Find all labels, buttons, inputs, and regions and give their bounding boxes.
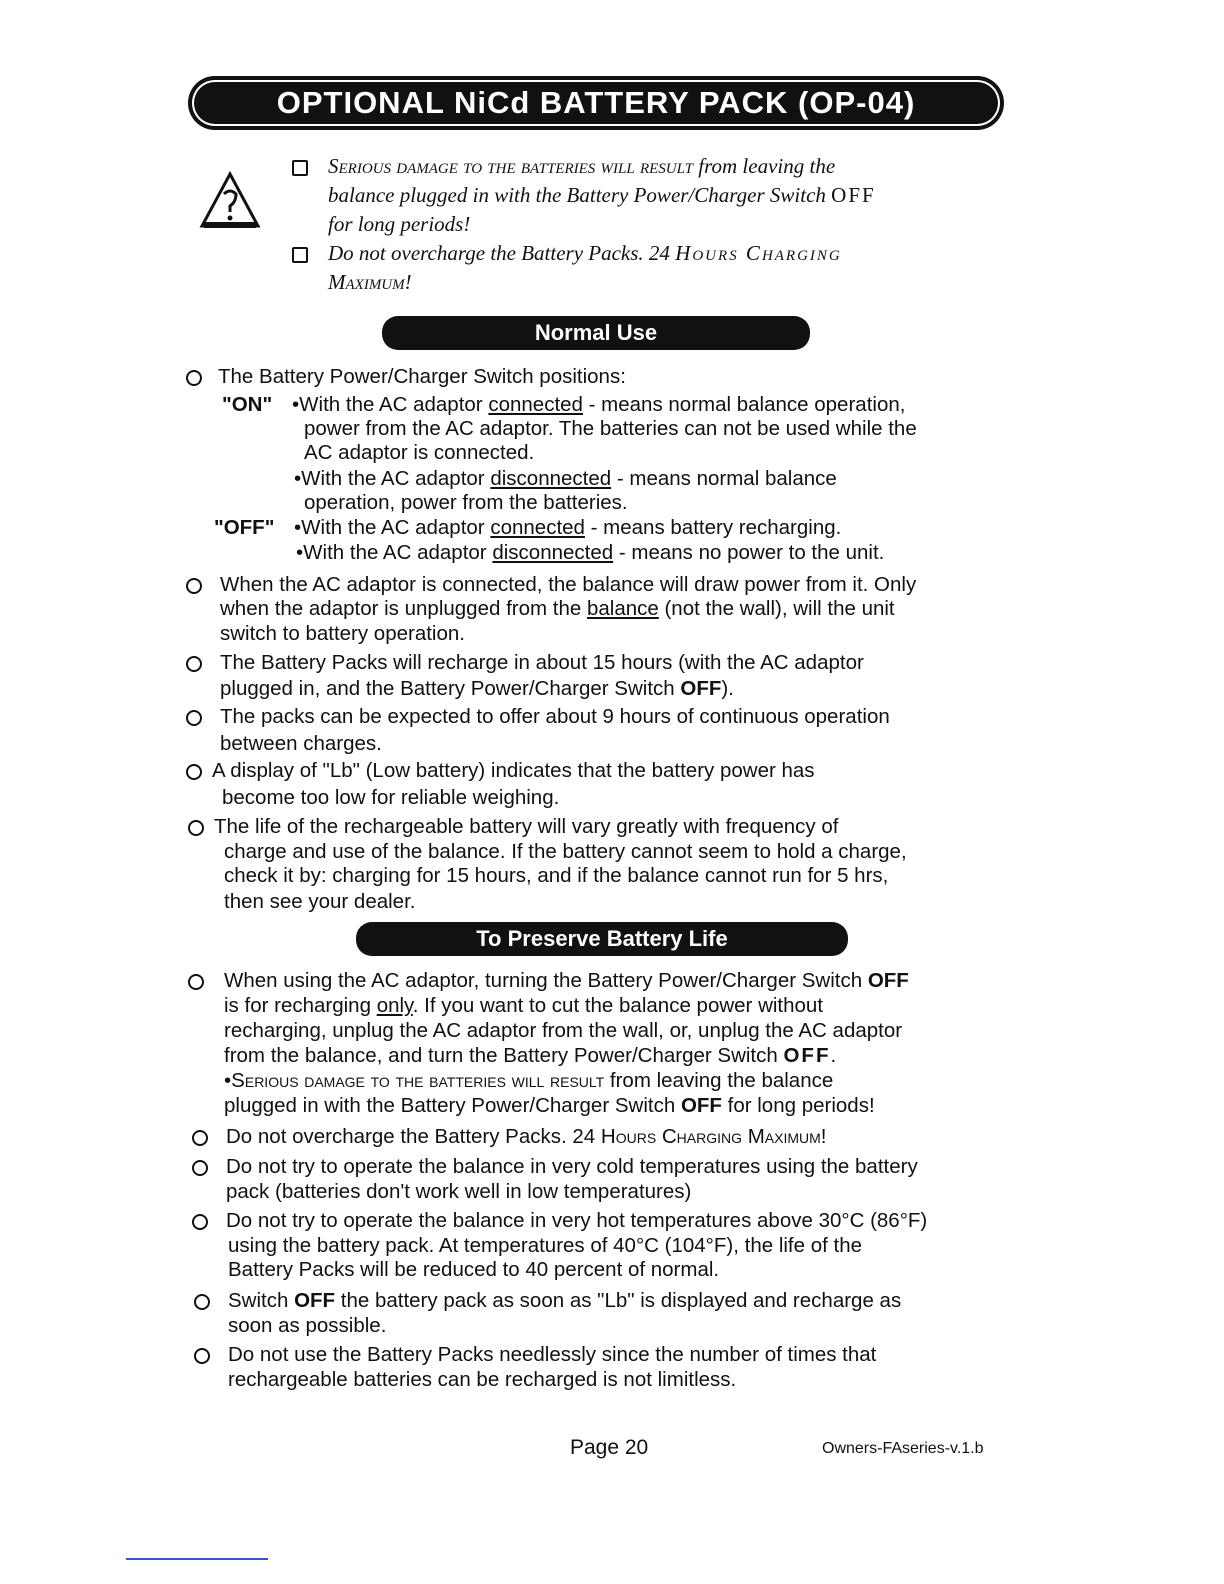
list-item: The life of the rechargeable battery will vary greatly with frequency of <box>214 815 839 838</box>
text: Switch <box>228 1289 295 1312</box>
text: rechargeable batteries can be recharged is not limitless. <box>228 1368 737 1391</box>
checkbox-icon <box>292 160 308 176</box>
text: then see your dealer. <box>224 890 416 913</box>
off-label: "OFF" <box>214 516 275 539</box>
text: between charges. <box>220 732 382 755</box>
list-item: A display of "Lb" (Low battery) indicates that the battery power has <box>212 759 815 782</box>
text: (not the wall), will the unit <box>658 597 895 620</box>
text: switch to battery operation. <box>220 622 465 645</box>
bottom-divider <box>126 1558 268 1560</box>
text: only <box>376 994 413 1017</box>
text: recharging, unplug the AC adaptor from the wall, or, unplug the AC adaptor <box>224 1019 903 1042</box>
text: When using the AC adaptor, turning the Battery Power/Charger Switch <box>224 969 868 992</box>
text: •Serious damage to the batteries will result <box>224 1069 605 1092</box>
bullet-circle-icon <box>188 974 204 990</box>
text: disconnected <box>490 467 612 490</box>
text: . If you want to cut the balance power without <box>412 994 824 1017</box>
text: check it by: charging for 15 hours, and if the balance cannot run for 5 hrs, <box>224 864 889 887</box>
bullet-circle-icon <box>192 1130 208 1146</box>
text: disconnected <box>492 541 614 564</box>
warning-item <box>288 239 1018 297</box>
bullet-circle-icon <box>192 1214 208 1230</box>
warning-off: OFF <box>831 183 876 207</box>
text: operation, power from the batteries. <box>304 491 628 514</box>
text: •With the AC adaptor <box>294 467 491 490</box>
text: power from the AC adaptor. The batteries can not be used while the <box>304 417 917 440</box>
warning-text: balance plugged in with the Battery Power/Charger Switch <box>328 183 832 207</box>
bullet-circle-icon <box>188 820 204 836</box>
bullet-circle-icon <box>186 710 202 726</box>
warning-text: from leaving the <box>693 154 836 178</box>
warning-text: for long periods! <box>328 212 471 236</box>
text: OFF <box>680 1094 722 1117</box>
text: - means battery recharging. <box>584 516 842 539</box>
text: - means no power to the unit. <box>613 541 885 564</box>
text: pack (batteries don't work well in low temperatures) <box>226 1180 692 1203</box>
bullet-circle-icon <box>194 1348 210 1364</box>
text: AC adaptor is connected. <box>304 441 535 464</box>
text: plugged in, and the Battery Power/Charger Switch <box>220 677 681 700</box>
list-item: When the AC adaptor is connected, the balance will draw power from it. Only <box>220 573 917 596</box>
text: Hours Charging Maximum <box>600 1125 821 1148</box>
warning-list <box>288 152 1018 297</box>
text: using the battery pack. At temperatures of 40°C (104°F), the life of the <box>228 1234 863 1257</box>
text: Do not overcharge the Battery Packs. 24 <box>226 1125 601 1148</box>
bullet-circle-icon <box>194 1294 210 1310</box>
text: - means normal balance <box>611 467 837 490</box>
text: ! <box>820 1125 827 1148</box>
text: from leaving the balance <box>604 1069 834 1092</box>
list-item: The Battery Power/Charger Switch positions: <box>218 365 626 388</box>
text: is for recharging <box>224 994 377 1017</box>
bullet-circle-icon <box>192 1160 208 1176</box>
text: •With the AC adaptor <box>294 516 491 539</box>
list-item: The packs can be expected to offer about 9 hours of continuous operation <box>220 705 890 728</box>
text: - means normal balance operation, <box>582 393 906 416</box>
list-item: The Battery Packs will recharge in about 15 hours (with the AC adaptor <box>220 651 864 674</box>
text: •With the AC adaptor <box>292 393 489 416</box>
text: •With the AC adaptor <box>296 541 493 564</box>
page-title: OPTIONAL NiCd BATTERY PACK (OP-04) <box>276 85 916 120</box>
warning-item <box>288 152 1018 239</box>
text: OFF <box>867 969 909 992</box>
text: connected <box>488 393 583 416</box>
text: Battery Packs will be reduced to 40 percent of normal. <box>228 1258 720 1281</box>
bullet-circle-icon <box>186 656 202 672</box>
on-label: "ON" <box>222 393 273 416</box>
page-number: Page 20 <box>570 1436 649 1459</box>
text: OFF <box>680 677 722 700</box>
text: when the adaptor is unplugged from the <box>220 597 587 620</box>
list-item: Do not try to operate the balance in very cold temperatures using the battery <box>226 1155 918 1178</box>
section-heading-normal-use: Normal Use <box>382 316 810 350</box>
warning-caps: Maximum! <box>328 270 412 294</box>
text: connected <box>490 516 585 539</box>
text: from the balance, and turn the Battery Power/Charger Switch <box>224 1044 784 1067</box>
warning-icon <box>198 170 262 230</box>
warning-caps: Serious damage to the batteries will result <box>328 154 694 178</box>
text: charge and use of the balance. If the battery cannot seem to hold a charge, <box>224 840 907 863</box>
list-item: Do not try to operate the balance in very hot temperatures above 30°C (86°F) <box>226 1209 928 1232</box>
text: OFF <box>783 1044 831 1067</box>
section-heading-preserve: To Preserve Battery Life <box>356 922 848 956</box>
text: the battery pack as soon as "Lb" is displayed and recharge as <box>335 1289 902 1312</box>
text: balance <box>586 597 659 620</box>
text: for long periods! <box>721 1094 875 1117</box>
warning-text: Do not overcharge the Battery Packs. 24 <box>328 241 676 265</box>
text: . <box>830 1044 837 1067</box>
bullet-circle-icon <box>186 370 202 386</box>
text: soon as possible. <box>228 1314 387 1337</box>
bullet-circle-icon <box>186 764 202 780</box>
text: become too low for reliable weighing. <box>222 786 560 809</box>
bullet-circle-icon <box>186 578 202 594</box>
warning-caps: Hours Charging <box>675 241 842 265</box>
checkbox-icon <box>292 247 308 263</box>
text: OFF <box>294 1289 336 1312</box>
list-item: Do not use the Battery Packs needlessly since the number of times that <box>228 1343 877 1366</box>
text: plugged in with the Battery Power/Charger Switch <box>224 1094 681 1117</box>
document-id: Owners-FAseries-v.1.b <box>822 1440 984 1457</box>
text: ). <box>721 677 734 700</box>
